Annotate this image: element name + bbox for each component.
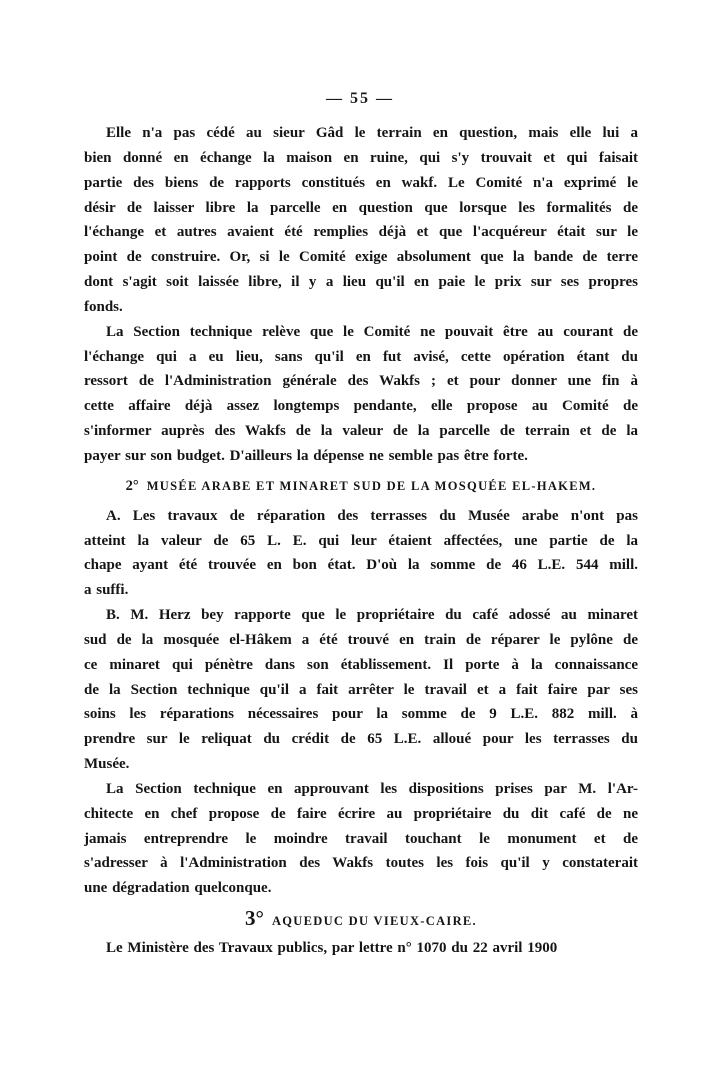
text-line: ressort de l'Administration générale des Wakfs ; et pour donner une fin à <box>84 373 638 390</box>
text-line: point de construire. Or, si le Comité exige absolument que la bande de terre <box>84 249 638 266</box>
text-line: s'adresser à l'Administration des Wakfs toutes les fois qu'il y constaterait <box>84 855 638 872</box>
text-line: s'informer auprès des Wakfs de la valeur de la parcelle de terrain et de la <box>84 423 638 440</box>
text-line: l'échange et autres avaient été remplies déjà et que l'acquéreur était sur le <box>84 224 638 241</box>
text-line: a suffi. <box>84 582 129 599</box>
text-line: payer sur son budget. D'ailleurs la dépense ne semble pas être forte. <box>84 447 528 464</box>
paragraph <box>84 504 638 603</box>
text-line: ce minaret qui pénètre dans son établissement. Il porte à la connaissance <box>84 656 638 673</box>
section-number: 3° <box>245 906 264 931</box>
text-line: une dégradation quelconque. <box>84 880 272 897</box>
page-number: — 55 — <box>326 90 394 107</box>
text-line: La Section technique en approuvant les dispositions prises par M. l'Ar- <box>106 780 638 797</box>
text-line: La Section technique relève que le Comité ne pouvait être au courant de <box>106 323 638 340</box>
text-line: jamais entreprendre le moindre travail touchant le monument et de <box>84 830 638 847</box>
text-line: l'échange qui a eu lieu, sans qu'il en fut avisé, cette opération étant du <box>84 348 638 365</box>
text-line: sud de la mosquée el-Hâkem a été trouvé en train de réparer le pylône de <box>84 631 638 648</box>
text-line: chitecte en chef propose de faire écrire au propriétaire du dit café de ne <box>84 805 638 822</box>
paragraph <box>84 936 638 961</box>
paragraph <box>84 603 638 777</box>
text-line: partie des biens de rapports constitués en wakf. Le Comité n'a exprimé le <box>84 174 638 191</box>
text-line: fonds. <box>84 298 123 315</box>
text-line: A. Les travaux de réparation des terrasses du Musée arabe n'ont pas <box>106 507 638 524</box>
section-heading <box>84 906 638 931</box>
text-line: dont s'agit soit laissée libre, il y a lieu qu'il en paie le prix sur ses propres <box>84 274 638 291</box>
paragraph <box>84 320 638 469</box>
text-line: B. M. Herz bey rapporte que le propriétaire du café adossé au minaret <box>106 607 638 624</box>
text-line: Elle n'a pas cédé au sieur Gâd le terrain en question, mais elle lui a <box>106 125 638 141</box>
text-line: désir de laisser libre la parcelle en question que lorsque les formalités de <box>84 199 638 216</box>
text-line: atteint la valeur de 65 L. E. qui leur étaient affectées, une partie de la <box>84 532 638 549</box>
section-number: 2° <box>125 477 139 494</box>
text-line: Le Ministère des Travaux publics, par lettre n° 1070 du 22 avril 1900 <box>106 940 558 956</box>
text-line: cette affaire déjà assez longtemps pendante, elle propose au Comité de <box>84 398 638 415</box>
text-line: chape ayant été trouvée en bon état. D'où la somme de 46 L.E. 544 mill. <box>84 557 638 574</box>
paragraph <box>84 121 638 320</box>
section-title: MUSÉE ARABE ET MINARET SUD DE LA MOSQUÉE EL-HAKEM. <box>146 478 597 493</box>
section-heading <box>84 474 638 499</box>
text-line: soins les réparations nécessaires pour la somme de 9 L.E. 882 mill. à <box>84 706 638 723</box>
text-line: de la Section technique qu'il a fait arrêter le travail et a fait faire par ses <box>84 681 638 698</box>
page-header <box>0 90 720 108</box>
section-title: AQUEDUC DU VIEUX-CAIRE. <box>271 914 477 929</box>
text-line: Musée. <box>84 756 130 773</box>
text-line: bien donné en échange la maison en ruine, qui s'y trouvait et qui faisait <box>84 149 638 166</box>
text-line: prendre sur le reliquat du crédit de 65 L.E. alloué pour les terrasses du <box>84 731 638 748</box>
paragraph <box>84 777 638 901</box>
page-content <box>84 121 638 961</box>
